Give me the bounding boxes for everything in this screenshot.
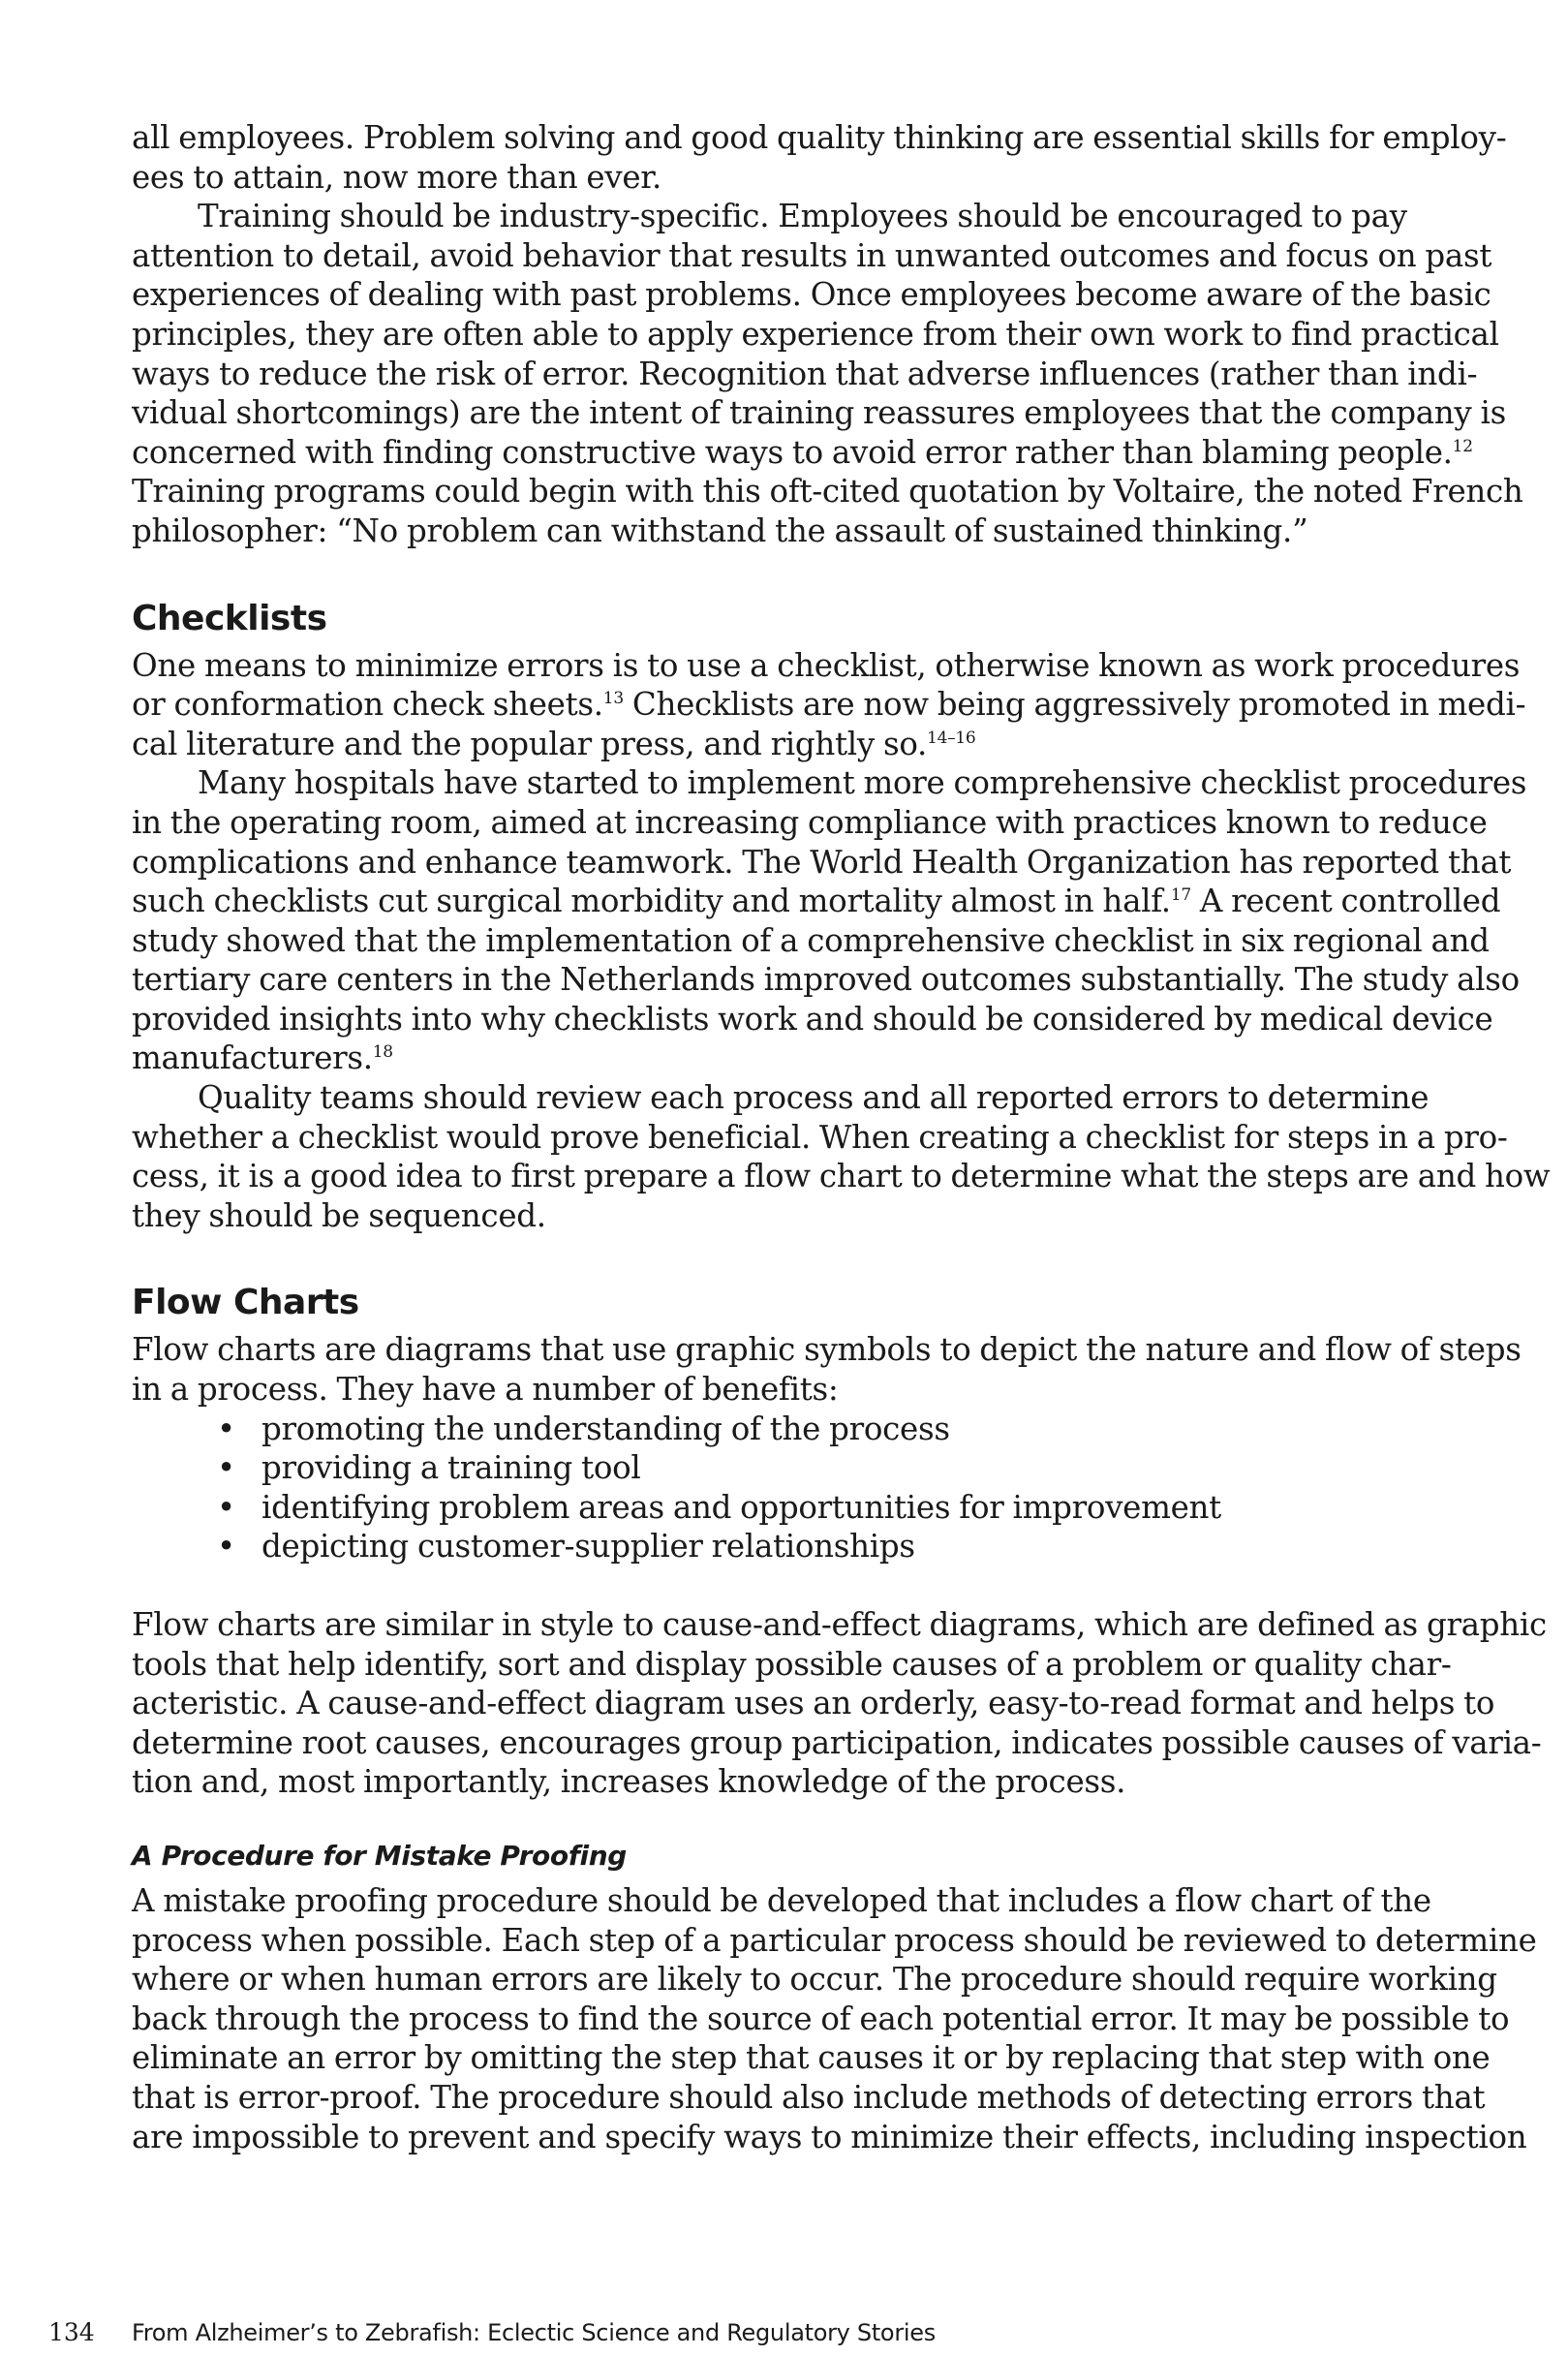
text-line: principles, they are often able to apply experience from their own work to find practical	[132, 315, 1499, 353]
text-line: One means to minimize errors is to use a checklist, otherwise known as work procedures	[132, 646, 1521, 684]
text-line: provided insights into why checklists work and should be considered by medical device	[132, 1000, 1493, 1038]
reference-18: 18	[372, 1042, 393, 1063]
text-line: A mistake proofing procedure should be developed that includes a flow chart of the	[132, 1881, 1431, 1919]
flow-charts-paragraph-1	[132, 1330, 1522, 1409]
page-footer	[0, 2317, 1568, 2356]
text-line: tools that help identify, sort and display possible causes of a problem or quality char-	[132, 1645, 1452, 1683]
text-line: tion and, most importantly, increases knowledge of the process.	[132, 1763, 1126, 1801]
text-fragment: Checklists are now being aggressively promoted in medi-	[623, 686, 1526, 724]
text-line: where or when human errors are likely to occur. The procedure should require working	[132, 1961, 1497, 1999]
checklists-paragraph-3	[132, 1078, 1551, 1235]
text-fragment: concerned with finding constructive ways to avoid error rather than blaming people.	[132, 433, 1453, 471]
text-fragment: A recent controlled	[1190, 883, 1501, 920]
reference-14-16: 14–16	[927, 728, 976, 748]
text-line: whether a checklist would prove beneficial. When creating a checklist for steps in a pro-	[132, 1118, 1508, 1156]
text-fragment: or conformation check sheets.	[132, 686, 603, 724]
heading-checklists: Checklists	[132, 598, 327, 638]
section-spacer	[132, 1802, 1439, 1839]
intro-paragraph-1	[132, 118, 1507, 197]
list-item-text: promoting the understanding of the process	[261, 1410, 950, 1447]
bullet-icon: •	[217, 1410, 235, 1447]
heading-mistake-proofing: A Procedure for Mistake Proofing	[132, 1839, 627, 1872]
text-line: determine root causes, encourages group participation, indicates possible causes of varia-	[132, 1723, 1542, 1761]
text-line	[132, 725, 1439, 764]
reference-17: 17	[1170, 885, 1191, 906]
text-line: philosopher: “No problem can withstand the assault of sustained thinking.”	[132, 512, 1308, 549]
text-line: Flow charts are similar in style to cause-and-effect diagrams, which are defined as graphic	[132, 1606, 1547, 1643]
page-body	[132, 118, 1551, 2156]
bullet-icon: •	[217, 1488, 235, 1526]
text-line: vidual shortcomings) are the intent of training reassures employees that the company is	[132, 394, 1506, 432]
text-line: attention to detail, avoid behavior that results in unwanted outcomes and focus on past	[132, 236, 1492, 274]
text-line: that is error-proof. The procedure should also include methods of detecting errors that	[132, 2078, 1486, 2116]
reference-12: 12	[1452, 436, 1473, 456]
section-spacer	[132, 551, 1439, 598]
mistake-proofing-paragraph-1	[132, 1881, 1537, 2156]
text-line: eliminate an error by omitting the step that causes it or by replacing that step with one	[132, 2039, 1491, 2077]
text-line: Quality teams should review each process and all reported errors to determine	[198, 1079, 1430, 1117]
text-line: study showed that the implementation of a comprehensive checklist in six regional and	[132, 921, 1490, 959]
text-fragment: such checklists cut surgical morbidity and mortality almost in half.	[132, 883, 1171, 920]
bullet-icon: •	[217, 1449, 235, 1487]
text-line	[132, 433, 1473, 473]
text-line	[132, 1038, 1439, 1078]
text-line: they should be sequenced.	[132, 1196, 546, 1234]
text-line: Training programs could begin with this oft-cited quotation by Voltaire, the noted French	[132, 473, 1523, 511]
text-fragment: cal literature and the popular press, and rightly so.	[132, 725, 928, 762]
text-line: complications and enhance teamwork. The World Health Organization has reported that	[132, 843, 1512, 881]
text-line: ees to attain, now more than ever.	[132, 158, 661, 196]
list-item-text: providing a training tool	[261, 1449, 641, 1487]
bullet-icon: •	[217, 1528, 235, 1566]
reference-13: 13	[602, 689, 624, 709]
running-footer-title: From Alzheimer’s to Zebrafish: Eclectic Science and Regulatory Stories	[132, 2319, 936, 2346]
text-line: tertiary care centers in the Netherlands improved outcomes substantially. The study also	[132, 961, 1520, 999]
text-line: cess, it is a good idea to first prepare a flow chart to determine what the steps are and how	[132, 1158, 1551, 1195]
intro-paragraph-2	[132, 197, 1523, 550]
text-line: back through the process to find the source of each potential error. It may be possible to	[132, 2000, 1510, 2037]
text-line: acteristic. A cause-and-effect diagram uses an orderly, easy-to-read format and helps to	[132, 1685, 1495, 1722]
text-line	[132, 685, 1526, 725]
text-line: in a process. They have a number of benefits:	[132, 1371, 839, 1409]
list-item-text: depicting customer-supplier relationships	[261, 1528, 915, 1566]
text-line: Flow charts are diagrams that use graphic symbols to depict the nature and flow of steps	[132, 1331, 1522, 1369]
benefits-list	[132, 1410, 1439, 1566]
section-spacer	[132, 1235, 1439, 1282]
page-number: 134	[48, 2318, 95, 2346]
heading-spacer	[132, 1874, 1439, 1881]
text-line: ways to reduce the risk of error. Recognition that adverse influences (rather than indi-	[132, 355, 1478, 392]
list-item	[132, 1488, 1439, 1528]
list-item-text: identifying problem areas and opportunities for improvement	[261, 1488, 1221, 1526]
text-fragment: manufacturers.	[132, 1039, 373, 1077]
text-line: process when possible. Each step of a particular process should be reviewed to determine	[132, 1921, 1537, 1959]
checklists-paragraph-2	[132, 763, 1527, 1078]
text-line: all employees. Problem solving and good quality thinking are essential skills for employ-	[132, 119, 1507, 156]
text-line: Many hospitals have started to implement more comprehensive checklist procedures	[198, 764, 1527, 802]
text-line: experiences of dealing with past problems. Once employees become aware of the basic	[132, 276, 1491, 314]
paragraph-spacer	[132, 1566, 1439, 1605]
flow-charts-paragraph-2	[132, 1605, 1547, 1802]
heading-flow-charts: Flow Charts	[132, 1283, 359, 1323]
text-line: are impossible to prevent and specify ways to minimize their effects, including inspection	[132, 2118, 1527, 2155]
list-item	[132, 1410, 1439, 1449]
list-item	[132, 1448, 1439, 1488]
text-line: in the operating room, aimed at increasing compliance with practices known to reduce	[132, 803, 1488, 841]
text-line	[132, 882, 1501, 921]
checklists-paragraph-1	[132, 646, 1526, 764]
text-line: Training should be industry-specific. Employees should be encouraged to pay	[198, 198, 1407, 235]
list-item	[132, 1527, 1439, 1566]
